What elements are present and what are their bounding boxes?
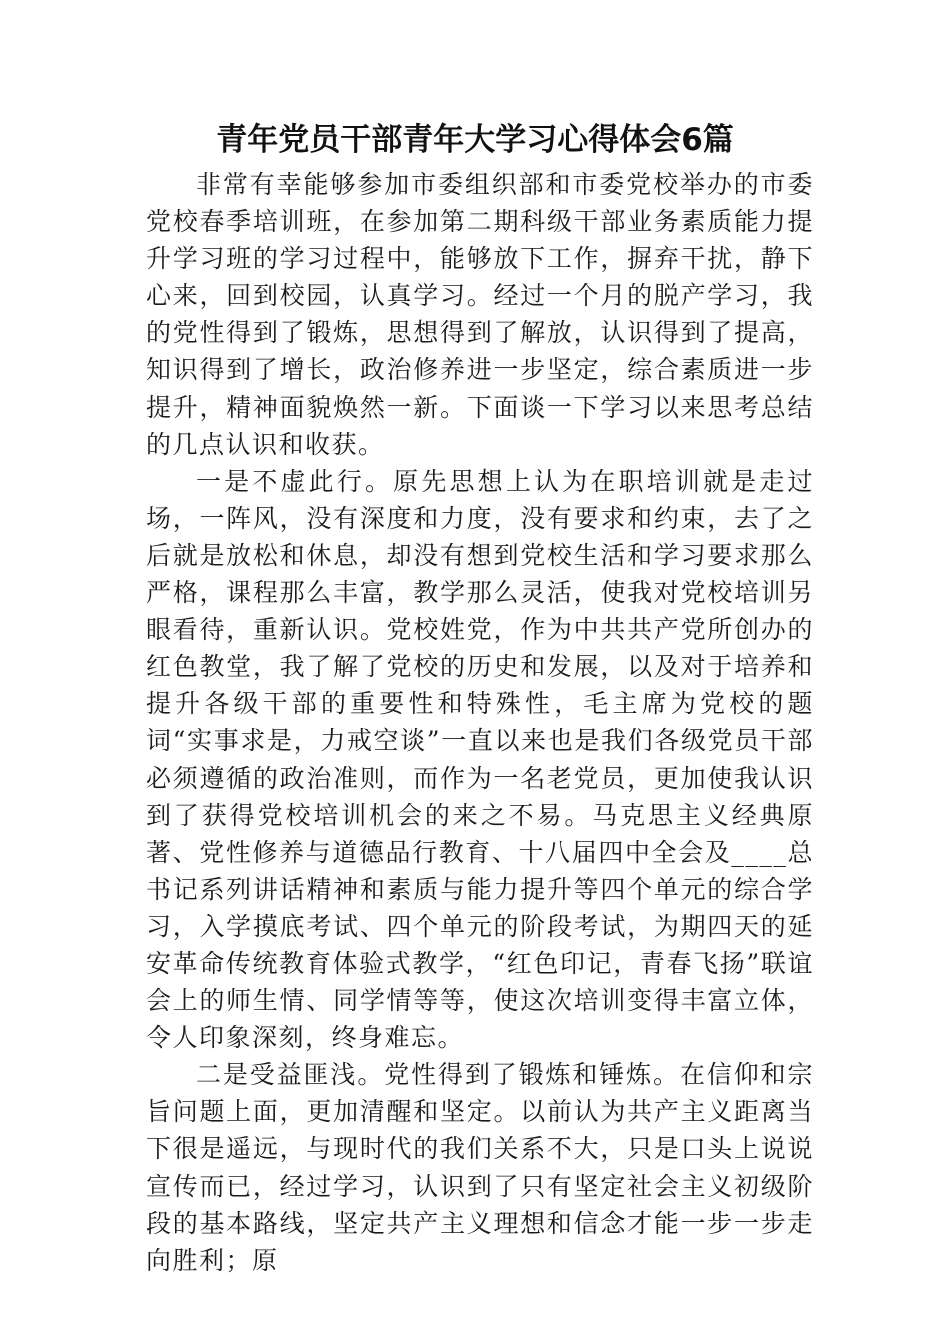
document-title: 青年党员干部青年大学习心得体会6篇 (216, 122, 734, 158)
document-body (146, 166, 814, 1279)
paragraph-point-two: 二是受益匪浅。党性得到了锻炼和锤炼。在信仰和宗旨问题上面，更加清醒和坚定。以前认为共产主义距离当下很是遥远，与现时代的我们关系不大，只是口头上说说宣传而已，经过学习，认识到了只有坚定社会主义初级阶段的基本路线，坚定共产主义理想和信念才能一步一步走向胜利；原 (146, 1060, 814, 1275)
paragraph-point-one: 一是不虚此行。原先思想上认为在职培训就是走过场，一阵风，没有深度和力度，没有要求和约束，去了之后就是放松和休息，却没有想到党校生活和学习要求那么严格，课程那么丰富，教学那么灵活，使我对党校培训另眼看待，重新认识。党校姓党，作为中共共产党所创办的红色教堂，我了解了党校的历史和发展，以及对于培养和提升各级干部的重要性和特殊性，毛主席为党校的题词“实事求是，力戒空谈”一直以来也是我们各级党员干部必须遵循的政治准则，而作为一名老党员，更加使我认识到了获得党校培训机会的来之不易。马克思主义经典原著、党性修养与道德品行教育、十八届四中全会及____总书记系列讲话精神和素质与能力提升等四个单元的综合学习，入学摸底考试、四个单元的阶段考试，为期四天的延安革命传统教育体验式教学，“红色印记，青春飞扬”联谊会上的师生情、同学情等等，使这次培训变得丰富立体，令人印象深刻，终身难忘。 (146, 466, 814, 1053)
paragraph-intro: 非常有幸能够参加市委组织部和市委党校举办的市委党校春季培训班，在参加第二期科级干部业务素质能力提升学习班的学习过程中，能够放下工作，摒弃干扰，静下心来，回到校园，认真学习。经过一个月的脱产学习，我的党性得到了锻炼，思想得到了解放，认识得到了提高，知识得到了增长，政治修养进一步坚定，综合素质进一步提升，精神面貌焕然一新。下面谈一下学习以来思考总结的几点认识和收获。 (146, 170, 814, 459)
